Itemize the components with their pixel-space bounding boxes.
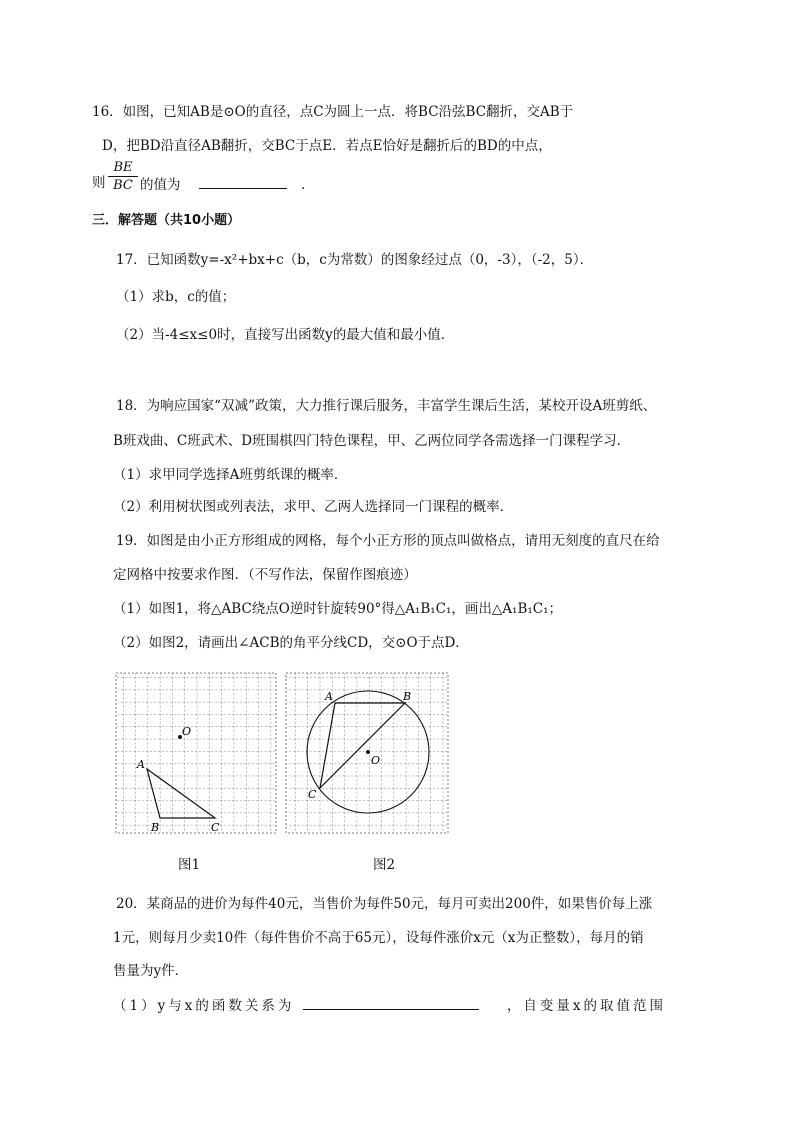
q16-line1: 16．如图，已知AB是⊙O的直径，点C为圆上一点．将BC沿弦BC翻折，交AB于 bbox=[92, 104, 574, 120]
q17-part1: （1）求b，c的值； bbox=[116, 289, 236, 305]
q18-part1: （1）求甲同学选择A班剪纸课的概率． bbox=[113, 467, 348, 483]
q20-part1-b: ，自变量x的取值范围 bbox=[506, 998, 667, 1014]
q19-part2: （2）如图2，请画出∠ACB的角平分线CD，交⊙O于点D． bbox=[113, 635, 469, 651]
figure1-label-a: A bbox=[137, 758, 145, 771]
q16-then: 则 bbox=[92, 175, 106, 191]
q16-fraction bbox=[108, 160, 138, 193]
q20-line1: 20．某商品的进价为每件40元，当售价为每件50元，每月可卖出200件，如果售价每上涨 bbox=[116, 896, 653, 912]
figure2-label-c: C bbox=[308, 788, 317, 801]
q16-frac-numerator: BE bbox=[113, 160, 133, 175]
q20-part1-a: （1）y与x的函数关系为 bbox=[113, 998, 295, 1014]
figure2-caption: 图2 bbox=[373, 857, 396, 873]
q16-tail bbox=[140, 174, 315, 194]
q18-line1: 18．为响应国家“双减”政策，大力推行课后服务，丰富学生课后生活，某校开设A班剪纸、 bbox=[116, 398, 657, 414]
q17-stem: 17．已知函数y=-x²+bx+c（b，c为常数）的图象经过点（0，-3），（-2，5）． bbox=[116, 252, 594, 268]
q19-figures bbox=[0, 665, 794, 865]
q16-answer-blank[interactable] bbox=[199, 174, 287, 189]
q16-line2: D，把BD沿直径AB翻折，交BC于点E．若点E恰好是翻折后的BD的中点， bbox=[102, 138, 552, 154]
q18-line2: B班戏曲、C班武术、D班围棋四门特色课程，甲、乙两位同学各需选择一门课程学习． bbox=[113, 433, 631, 449]
q18-part2: （2）利用树状图或列表法，求甲、乙两人选择同一门课程的概率． bbox=[113, 499, 514, 515]
q16-end: ． bbox=[301, 177, 315, 193]
q16-tail-text: 的值为 bbox=[140, 177, 181, 193]
figure1-grid bbox=[116, 673, 276, 833]
q20-answer-blank[interactable] bbox=[303, 995, 479, 1010]
figure2-label-o: O bbox=[371, 754, 381, 767]
q16-frac-bar bbox=[108, 176, 138, 177]
q19-line2: 定网格中按要求作图．（不写作法，保留作图痕迹） bbox=[113, 567, 417, 583]
q17-part2: （2）当-4≤x≤0时，直接写出函数y的最大值和最小值． bbox=[116, 327, 455, 343]
q16-frac-denominator: BC bbox=[113, 178, 133, 193]
q20-part1 bbox=[113, 995, 666, 1015]
figure2-point-o bbox=[366, 750, 370, 754]
figure1-caption: 图1 bbox=[178, 857, 201, 873]
figure1-label-o: O bbox=[182, 725, 192, 738]
q20-line3: 售量为y件． bbox=[113, 963, 189, 979]
q19-line1: 19．如图是由小正方形组成的网格，每个小正方形的顶点叫做格点，请用无刻度的直尺在给 bbox=[116, 533, 660, 549]
figure2-label-b: B bbox=[403, 690, 412, 703]
figure2-label-a: A bbox=[325, 690, 333, 703]
q19-part1: （1）如图1，将△ABC绕点O逆时针旋转90°得△A₁B₁C₁，画出△A₁B₁C₁； bbox=[113, 601, 563, 617]
figure1-label-b: B bbox=[151, 821, 160, 834]
figure1-label-c: C bbox=[211, 821, 220, 834]
q20-line2: 1元，则每月少卖10件（每件售价不高于65元），设每件涨价x元（x为正整数），每月的销 bbox=[113, 930, 644, 946]
section3-heading: 三．解答题（共10小题） bbox=[92, 213, 241, 228]
